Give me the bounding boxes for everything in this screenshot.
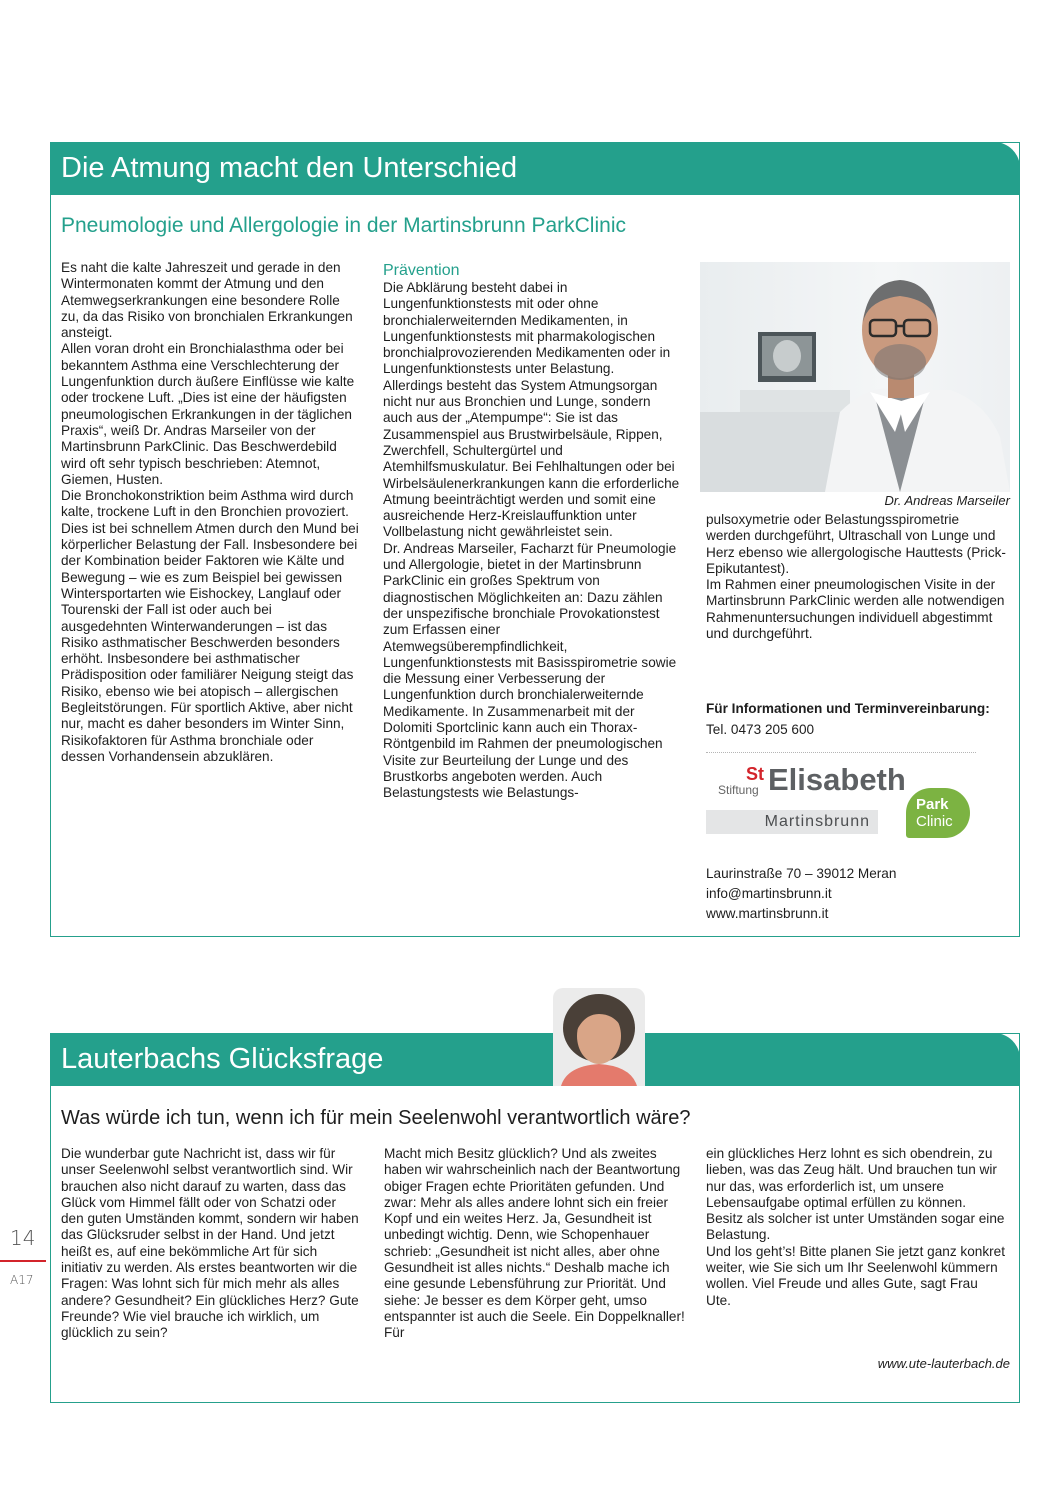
article-2-title: Lauterbachs Glücksfrage (61, 1043, 384, 1075)
paragraph: Macht mich Besitz glücklich? Und als zweites haben wir wahrscheinlich nach der Beantwortung obiger Fragen echte Prioritäten gefunden. Und zwar: Mehr als alles andere lohnt sich ein freier Kopf und ein weites Herz. Ja, Gesundheit ist unbedingt wichtig. Denn, wie Schopenhauer schrieb: „Gesundheit ist nicht alles, aber ohne Gesundheit ist alles nichts.“ Deshalb mache ich eine gesunde Lebensführung zur Priorität. Und siehe: Je besser es dem Körper geht, umso entspannter ist auch die Seele. Ein Doppelknaller! Für (384, 1146, 685, 1341)
page-number-divider (0, 1260, 46, 1262)
doctor-photo (700, 262, 1010, 492)
article-1-subtitle: Pneumologie und Allergologie in der Martinsbrunn ParkClinic (61, 214, 626, 237)
logo-st: St (746, 764, 764, 784)
author-website: www.ute-lauterbach.de (877, 1356, 1010, 1371)
article-1-title: Die Atmung macht den Unterschied (61, 152, 518, 184)
divider (706, 752, 976, 753)
address-street: Laurinstraße 70 – 39012 Meran (706, 866, 897, 881)
doctor-photo-illustration (700, 262, 1010, 492)
paragraph: Allen voran droht ein Bronchialasthma oder bei bekanntem Asthma eine Verschlechterung der Lungenfunktion durch äußere Einflüsse wie kalte oder trockene Luft. „Dies ist eine der häufigsten pneumologischen Erkrankungen in der täglichen Praxis“, weiß Dr. Andras Marseiler von der Martinsbrunn ParkClinic. Das Beschwerdebild wird oft sehr typisch beschrieben: Atemnot, Giemen, Husten. (61, 341, 355, 487)
contact-phone: Tel. 0473 205 600 (706, 722, 815, 737)
logo-clinic: Clinic (916, 813, 953, 830)
article-1-column-3 (706, 512, 1006, 642)
paragraph: Und los geht’s! Bitte planen Sie jetzt ganz konkret weiter, wie Sie sich um Ihr Seelenwohl kümmern wollen. Viel Freude und alles Gute, sagt Frau Ute. (706, 1243, 1005, 1308)
logo-park: Park (916, 796, 949, 813)
paragraph: Im Rahmen einer pneumologischen Visite in der Martinsbrunn ParkClinic werden alle notwendigen Rahmenuntersuchungen individuell abgestimmt und durchgeführt. (706, 577, 1005, 642)
paragraph: Die wunderbar gute Nachricht ist, dass wir für unser Seelenwohl selbst verantwortlich sind. Wir brauchen also nicht darauf zu warten, dass das Glück vom Himmel fällt oder von Schatzi oder den guten Umständen kommt, sondern wir haben das Glücksruder selbst in der Hand. Und jetzt heißt es, auf eine bekömmliche Art für sich initiativ zu werden. Als erstes beantworten wir die Fragen: Was lohnt sich für mich mehr als alles andere? Gesundheit? Ein glückliches Herz? Gute Freunde? Wie viel brauche ich wirklich, um glücklich zu sein? (61, 1146, 359, 1341)
photo-caption: Dr. Andreas Marseiler (884, 493, 1010, 508)
logo-elisabeth: Elisabeth (768, 762, 906, 797)
address-website: www.martinsbrunn.it (706, 906, 829, 921)
page-number: 14 (10, 1226, 36, 1250)
author-portrait (553, 988, 645, 1086)
address-block (706, 864, 1006, 924)
article-2-column-1 (61, 1146, 361, 1342)
paragraph: Die Bronchokonstriktion beim Asthma wird durch kalte, trockene Luft in den Bronchien provoziert. Dies ist bei schnellem Atmen durch den Mund bei körperlicher Belastung der Fall. Insbesondere bei der Kombination beider Faktoren wie Kälte und Bewegung – wie es zum Beispiel bei gewissen Wintersportarten wie Eishockey, Langlauf oder Tourenski der Fall ist oder auch bei ausgedehnten Winterwanderungen – ist das Risiko asthmatischer Beschwerden besonders erhöht. Insbesondere bei asthmatischer Prädisposition oder familiärer Neigung steigt das Risiko, ebenso wie bei atopisch – allergischen Begleitstörungen. Für sportlich Aktive, aber nicht nur, macht es daher besonders im Winter Sinn, Risikofaktoren für Asthma bronchiale oder dessen Vorhandensein abzuklären. (61, 488, 359, 764)
article-1-title-banner (50, 142, 1020, 195)
stiftung-st-elisabeth-logo (706, 760, 986, 850)
paragraph: Es naht die kalte Jahreszeit und gerade in den Wintermonaten kommt der Atmung und den Atemwegserkrankungen eine besondere Rolle zu, da das Risiko von bronchialen Erkrankungen ansteigt. (61, 260, 353, 341)
article-2-column-2 (384, 1146, 689, 1342)
paragraph: Die Abklärung besteht dabei in Lungenfunktionstests mit oder ohne bronchialerweiternden Medikamenten, in Lungenfunktionstests mit pharmakologischen bronchialprovozierenden Medikamenten oder in Lungenfunktionstests unter Belastung. (383, 280, 671, 377)
logo-stiftung: Stiftung (718, 783, 759, 797)
article-2-title-banner (50, 1033, 1020, 1086)
logo-martinsbrunn: Martinsbrunn (764, 813, 870, 830)
paragraph: Allerdings besteht das System Atmungsorgan nicht nur aus Bronchien und Lunge, sondern auch aus der „Atempumpe“: Sie ist das Zusammenspiel aus Brustwirbelsäule, Rippen, Zwerchfell, Schultergürtel und Atemhilfsmuskulatur. Bei Fehlhaltungen oder bei Wirbelsäulenerkrankungen kann die erforderliche Atmung beeinträchtigt werden und somit eine ausreichende Herz-Kreislauffunktion unter Vollbelastung nicht gewährleistet sein. (383, 377, 680, 540)
contact-info (706, 698, 1006, 740)
author-portrait-illustration (553, 988, 645, 1086)
paragraph: ein glückliches Herz lohnt es sich obendrein, zu lieben, was das Zeug hält. Und brauchen tun wir nur das, was erforderlich ist, um unsere Lebensaufgabe optimal erfüllen zu können. Besitz als solcher ist unter Umständen sogar eine Belastung. (706, 1146, 1005, 1243)
paragraph: pulsoxymetrie oder Belastungsspirometrie werden durchgeführt, Ultraschall von Lunge und Herz ebenso wie allergologische Hauttests (Prick-Epikutantest). (706, 512, 1006, 576)
address-email: info@martinsbrunn.it (706, 886, 832, 901)
paragraph: Dr. Andreas Marseiler, Facharzt für Pneumologie und Allergologie, bietet in der Martinsbrunn ParkClinic ein großes Spektrum von diagnostischen Möglichkeiten an: Dazu zählen der unspezifische bronchiale Provokationstest zum Erfassen einer Atemwegsüberempfindlichkeit, Lungenfunktionstests mit Basisspirometrie sowie die Messung einer Verbesserung der Lungenfunktion durch bronchialerweiternde Medikamente. In Zusammenarbeit mit der Dolomiti Sportclinic kann auch ein Thorax-Röntgenbild im Rahmen der pneumologischen Visite zur Beurteilung der Lunge und des Brustkorbs angeboten werden. Auch Belastungstests wie Belastungs- (383, 540, 677, 801)
article-2-subtitle: Was würde ich tun, wenn ich für mein Seelenwohl verantwortlich wäre? (61, 1107, 691, 1129)
issue-label: A17 (10, 1273, 34, 1287)
section-heading-praevention: Prävention (383, 262, 460, 279)
contact-info-label: Für Informationen und Terminvereinbarung: (706, 701, 990, 716)
article-2-column-3 (706, 1146, 1006, 1309)
article-1-column-1 (61, 260, 359, 765)
article-1-column-2 (383, 262, 683, 802)
